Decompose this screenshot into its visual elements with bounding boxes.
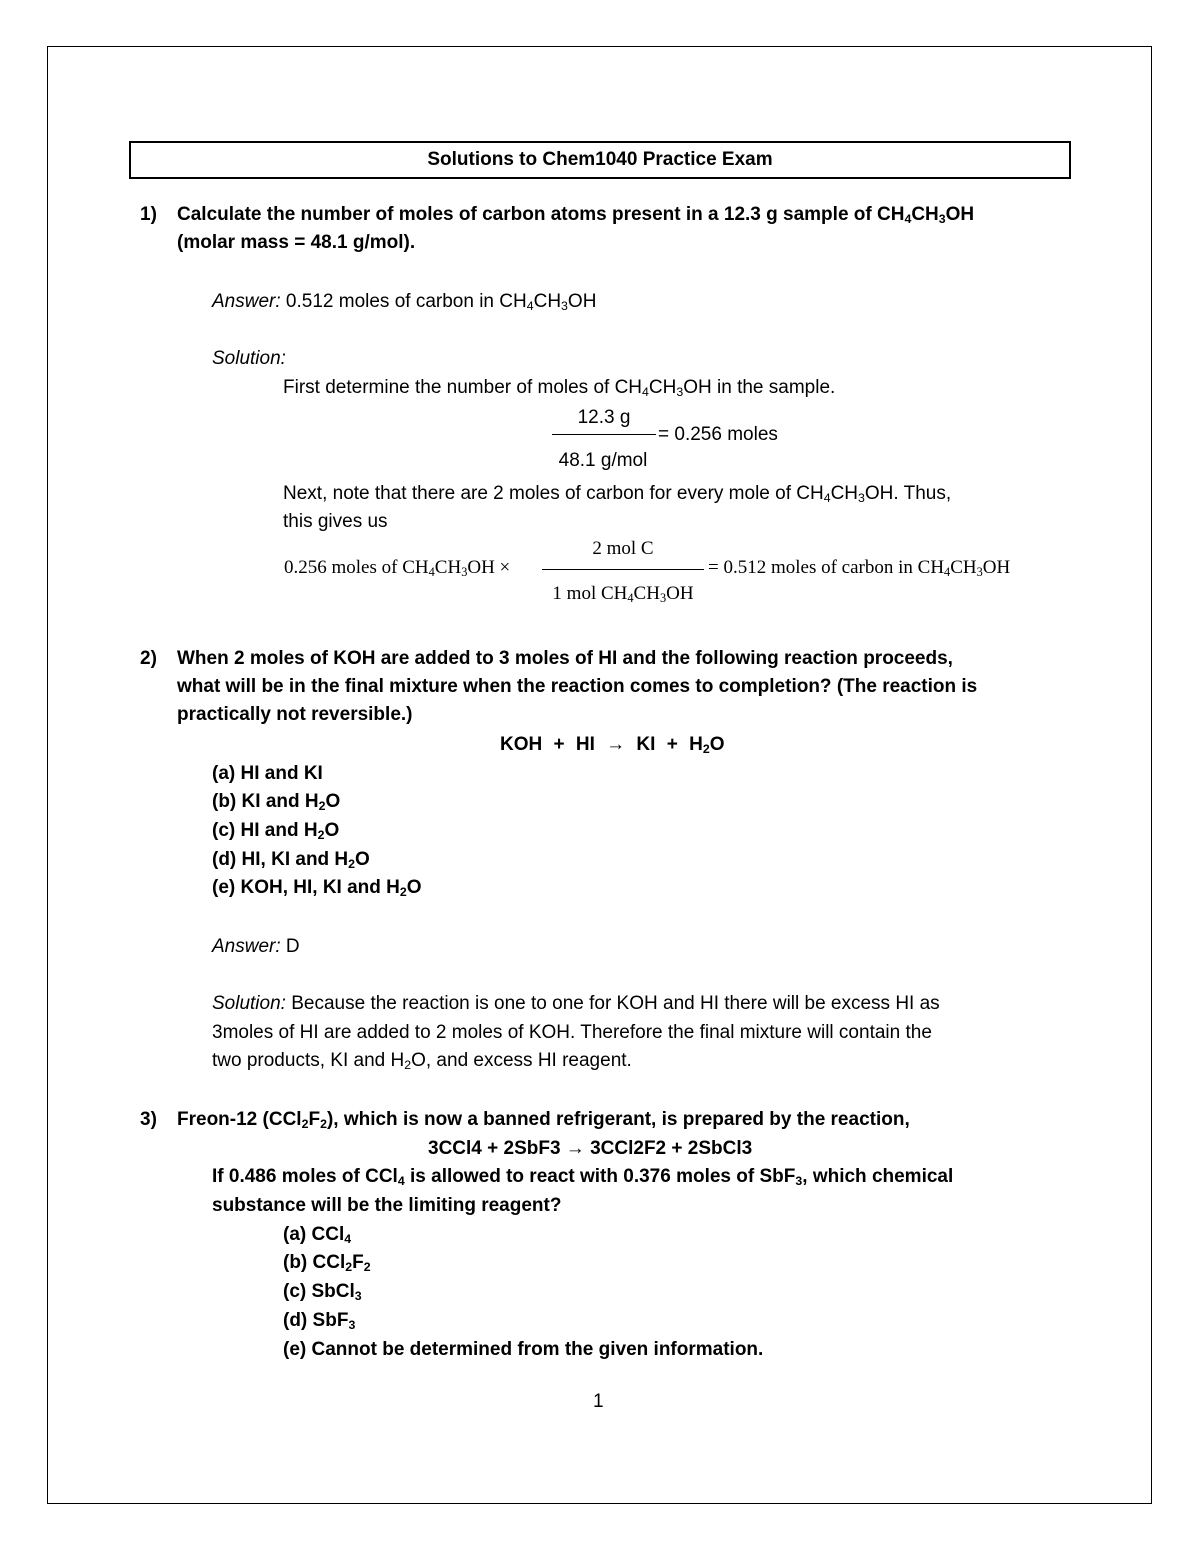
question-2-line-2: what will be in the final mixture when the reaction comes to completion? (The reaction is [177, 676, 978, 697]
fraction-1-bar [552, 434, 656, 435]
page-title: Solutions to Chem1040 Practice Exam [129, 141, 1071, 179]
fraction-1-denominator: 48.1 g/mol [558, 450, 648, 471]
equation-2-left: 0.256 moles of $CH_4CH_3OH$ × [284, 557, 511, 580]
option-d: (d) SbF$_3$ [283, 1310, 356, 1333]
option-a: (a) CCl$_4$ [283, 1224, 352, 1247]
option-d: (d) HI, KI and $H_2O$ [212, 849, 370, 872]
option-e: (e) Cannot be determined from the given information. [283, 1339, 764, 1360]
question-1-line-1: Calculate the number of moles of carbon atoms present in a 12.3 g sample of $CH_4CH_3OH$ [177, 204, 975, 227]
question-3-reaction: 3CCl4 + 2SbF3 → 3CCl2F2 + 2SbCl3 [428, 1138, 753, 1159]
option-b: (b) KI and $H_2O$ [212, 791, 341, 814]
page-number: 1 [593, 1391, 604, 1412]
equation-2-result: = 0.512 moles of carbon in $CH_4CH_3OH$ [708, 557, 1011, 580]
question-1-step-1: First determine the number of moles of $CH_4CH_3OH$ in the sample. [283, 377, 836, 400]
question-1-solution-label: Solution: [212, 348, 286, 369]
option-e: (e) KOH, HI, KI and $H_2O$ [212, 877, 422, 900]
answer-label: Answer: [212, 291, 281, 312]
answer-label: Answer: [212, 936, 281, 957]
solution-text: Because the reaction is one to one for KOH and HI there will be excess HI as [291, 993, 940, 1014]
question-2-answer [212, 933, 300, 960]
question-3-line-2: If 0.486 moles of CCl$_4$ is allowed to react with 0.376 moles of SbF$_3$, which chemical [212, 1166, 954, 1189]
question-3-line-3: substance will be the limiting reagent? [212, 1195, 562, 1216]
question-3-number: 3) [140, 1109, 157, 1130]
fraction-1-result: = 0.256 moles [658, 424, 778, 445]
question-2-solution-line-2: 3moles of HI are added to 2 moles of KOH. Therefore the final mixture will contain the [212, 1022, 932, 1043]
question-1-number: 1) [140, 204, 157, 225]
solution-label: Solution: [212, 993, 286, 1014]
option-c: (c) SbCl$_3$ [283, 1281, 362, 1304]
answer-text: D [285, 936, 300, 957]
question-1-line-2: (molar mass = 48.1 g/mol). [177, 232, 416, 253]
question-1-step-2-line-2: this gives us [283, 511, 388, 532]
question-2-number: 2) [140, 648, 157, 669]
equation-2-numerator: 2 mol C [592, 538, 654, 559]
question-2-solution-line-3: two products, KI and $H_2O$, and excess HI reagent. [212, 1050, 632, 1073]
question-2-reaction: KOH + HI → KI + $H_2O$ [500, 734, 725, 757]
fraction-1-numerator: 12.3 g [577, 407, 631, 428]
option-c: (c) HI and $H_2O$ [212, 820, 340, 843]
question-2-line-3: practically not reversible.) [177, 704, 413, 725]
question-1-step-2-line-1: Next, note that there are 2 moles of carbon for every mole of $CH_4CH_3OH$. Thus, [283, 483, 952, 506]
question-2-solution-line-1 [212, 990, 940, 1017]
answer-text: 0.512 moles of carbon in $CH_4CH_3OH$ [285, 291, 597, 314]
question-3-line-1: Freon-12 $(CCl_2F_2)$, which is now a banned refrigerant, is prepared by the reaction, [177, 1109, 910, 1132]
equation-2-denominator: 1 mol $CH_4CH_3OH$ [552, 583, 694, 606]
option-a: (a) HI and KI [212, 763, 323, 784]
option-b: (b) $CCl_2F_2$ [283, 1252, 371, 1275]
equation-2-bar [542, 569, 704, 570]
question-2-line-1: When 2 moles of KOH are added to 3 moles of HI and the following reaction proceeds, [177, 648, 953, 669]
question-1-answer [212, 288, 596, 315]
